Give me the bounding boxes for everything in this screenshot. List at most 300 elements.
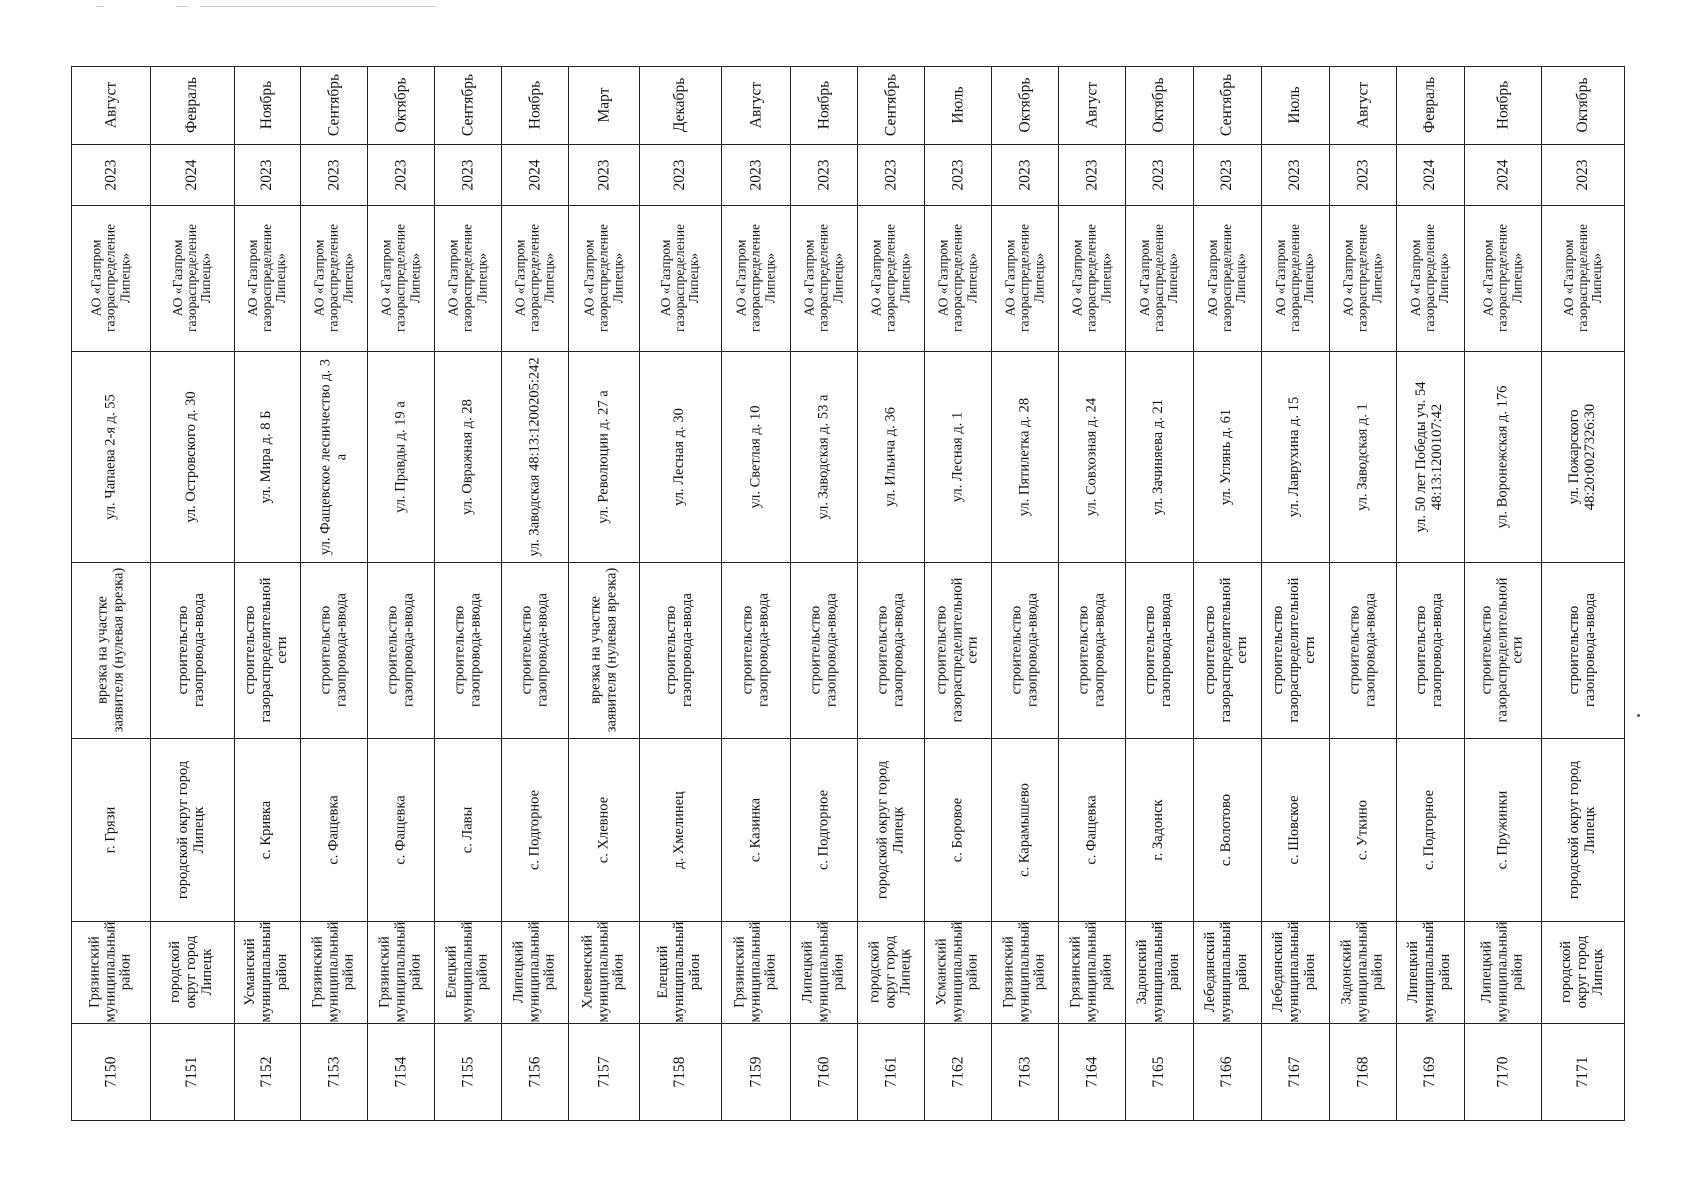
cell-text-num: 7169 [1421,1056,1439,1088]
table-cell-locality [790,738,857,921]
table-cell-num [1125,1023,1193,1121]
table-cell-work [857,562,924,738]
cell-text-district: Грязинский муниципальный район [85,921,134,1023]
cell-text-district: Лебедянский муниципальный район [1202,921,1250,1023]
cell-text-org: АО «Газпром газораспределение Липецк» [935,223,979,333]
table-cell-month [367,66,434,144]
cell-text-address: ул. Правды д. 19 а [391,400,408,513]
table-cell-work [300,562,367,738]
cell-text-org: АО «Газпром газораспределение Липецк» [1069,223,1113,333]
table-cell-year [721,144,790,205]
table-cell-org [501,205,568,351]
table-cell-address [150,351,234,562]
table-cell-num [1464,1023,1541,1121]
cell-text-year: 2024 [525,159,543,190]
cell-text-num: 7171 [1574,1056,1592,1088]
table-cell-org [790,205,857,351]
cell-text-num: 7158 [671,1056,689,1088]
cell-text-month: Декабрь [671,77,689,133]
cell-text-work: строительство газораспределительной сети [242,577,290,723]
cell-text-year: 2023 [1574,159,1592,190]
cell-text-work: строительство газопровода-ввода [450,593,483,707]
table-cell-work [1541,562,1625,738]
cell-text-address: ул. Лесная д. 30 [671,407,688,506]
table-cell-locality [639,738,721,921]
table-cell-num [1396,1023,1464,1121]
cell-text-district: Липецкий муниципальный район [1405,921,1453,1023]
scan-speck [1637,714,1640,717]
table-cell-work [1193,562,1261,738]
table-cell-district [434,921,501,1023]
table-cell-district [721,921,790,1023]
table-cell-work [991,562,1058,738]
cell-text-num: 7166 [1218,1056,1236,1088]
cell-text-org: АО «Газпром газораспределение Липецк» [1480,223,1524,333]
table-cell-month [1464,66,1541,144]
cell-text-num: 7168 [1353,1056,1371,1088]
cell-text-work: строительство газопровода-ввода [383,593,416,707]
cell-text-locality: с. Фащевка [1082,794,1099,865]
table-cell-address [721,351,790,562]
table-cell-month [1329,66,1396,144]
table-cell-org [721,205,790,351]
cell-text-month: Август [746,81,764,129]
table-cell-locality [434,738,501,921]
cell-text-num: 7153 [324,1056,342,1088]
table-cell-district [639,921,721,1023]
cell-text-district: Усманский муниципальный район [242,921,290,1023]
table-cell-num [721,1023,790,1121]
table-cell-address [1329,351,1396,562]
table-cell-work [568,562,639,738]
cell-text-num: 7167 [1286,1056,1304,1088]
cell-text-address: ул. Островского д. 30 [183,390,200,523]
table-cell-address [1541,351,1625,562]
table-cell-num [924,1023,991,1121]
cell-text-org: АО «Газпром газораспределение Липецк» [1272,223,1317,333]
cell-text-work: строительство газопровода-ввода [873,593,906,707]
cell-text-address: ул. Пятилетка д. 28 [1015,397,1032,516]
scan-artifact-line [176,6,188,7]
table-cell-work [1396,562,1464,738]
table-cell-year [1261,144,1329,205]
cell-text-org: АО «Газпром газораспределение Липецк» [733,223,777,333]
cell-text-year: 2023 [324,159,342,190]
table-cell-work [1329,562,1396,738]
table-cell-num [1541,1023,1625,1121]
cell-text-work: врезка на участке заявителя (нулевая врезка) [586,567,619,733]
table-cell-org [1125,205,1193,351]
table-cell-org [367,205,434,351]
cell-text-month: Ноябрь [258,80,276,130]
table-cell-year [501,144,568,205]
table-cell-district [1541,921,1625,1023]
cell-text-work: строительство газопровода-ввода [663,593,695,707]
table-cell-month [1541,66,1625,144]
cell-text-month: Июль [1286,86,1304,124]
table-cell-num [1261,1023,1329,1121]
cell-text-month: Февраль [1421,77,1439,134]
cell-text-org: АО «Газпром газораспределение Липецк» [512,223,556,333]
table-cell-num [367,1023,434,1121]
table-cell-district [71,921,150,1023]
table-cell-work [501,562,568,738]
cell-text-address: ул. Фащевское лесничество д. 3 а [316,358,349,555]
cell-text-num: 7170 [1493,1056,1511,1088]
table-cell-org [234,205,300,351]
cell-text-district: Усманский муниципальный район [932,921,981,1023]
cell-text-locality: с. Кривка [258,800,275,859]
table-cell-year [1125,144,1193,205]
table-cell-year [300,144,367,205]
table-cell-address [991,351,1058,562]
cell-text-num: 7165 [1150,1056,1168,1088]
cell-text-address: ул. Воронежская д. 176 [1493,385,1510,528]
cell-text-district: Лебедянский муниципальный район [1270,921,1318,1023]
cell-text-address: ул. Углянь д. 61 [1218,408,1235,505]
cell-text-year: 2023 [594,159,612,190]
cell-text-year: 2023 [1286,159,1304,190]
cell-text-month: Август [101,81,119,129]
table-cell-address [234,351,300,562]
table-cell-address [790,351,857,562]
cell-text-num: 7150 [101,1056,119,1088]
table-cell-org [434,205,501,351]
table-cell-month [71,66,150,144]
cell-text-address: ул. Лаврухина д. 15 [1286,396,1303,517]
table-cell-locality [1464,738,1541,921]
cell-text-month: Июль [948,86,966,124]
table-cell-work [1261,562,1329,738]
table-cell-district [1193,921,1261,1023]
cell-text-work: строительство газопровода-ввода [517,593,550,707]
cell-text-district: Грязинский муниципальный район [308,921,357,1023]
cell-text-locality: с. Подгорное [1421,789,1438,870]
gas-connection-table [71,66,1625,1121]
table-cell-district [1058,921,1125,1023]
cell-text-locality: с. Шовское [1286,795,1303,864]
cell-text-month: Октябрь [1150,77,1168,133]
cell-text-year: 2023 [458,159,476,190]
table-cell-num [1193,1023,1261,1121]
cell-text-work: строительство газопровода-ввода [1345,593,1378,707]
table-cell-org [1464,205,1541,351]
cell-text-month: Август [1082,81,1100,129]
cell-text-org: АО «Газпром газораспределение Липецк» [801,223,845,333]
table-cell-work [1125,562,1193,738]
cell-text-org: АО «Газпром газораспределение Липецк» [657,223,702,333]
cell-text-work: строительство газораспределительной сети [1477,577,1526,723]
table-cell-locality [857,738,924,921]
scan-artifact-line [200,6,436,7]
table-cell-num [991,1023,1058,1121]
table-cell-org [1058,205,1125,351]
cell-text-address: ул. Заводская д. 1 [1353,402,1370,511]
cell-text-district: Липецкий муниципальный район [509,921,558,1023]
table-cell-year [568,144,639,205]
cell-text-num: 7154 [391,1056,409,1088]
cell-text-org: АО «Газпром газораспределение Липецк» [1136,223,1181,333]
cell-text-work: строительство газораспределительной сети [1202,577,1250,723]
cell-text-district: Задонский муниципальный район [1337,921,1386,1023]
cell-text-work: строительство газораспределительной сети [1270,577,1318,723]
table-cell-address [1261,351,1329,562]
table-cell-locality [501,738,568,921]
table-cell-address [501,351,568,562]
table-cell-address [924,351,991,562]
table-cell-org [924,205,991,351]
cell-text-address: ул. Светлая д. 10 [746,404,763,509]
cell-text-month: Октябрь [391,77,409,133]
cell-text-year: 2024 [1493,159,1511,190]
table-cell-num [1329,1023,1396,1121]
table-cell-month [924,66,991,144]
cell-text-work: строительство газораспределительной сети [932,577,981,723]
cell-text-work: строительство газопровода-ввода [316,593,349,707]
table-cell-district [1329,921,1396,1023]
table-cell-month [1261,66,1329,144]
table-cell-year [1541,144,1625,205]
table-cell-num [300,1023,367,1121]
cell-text-locality: с. Фащевка [391,794,408,865]
table-cell-address [1058,351,1125,562]
cell-text-month: Ноябрь [525,80,543,130]
table-cell-address [434,351,501,562]
table-cell-year [71,144,150,205]
cell-text-org: АО «Газпром газораспределение Липецк» [169,223,214,333]
cell-text-address: ул. Чапаева 2-я д. 55 [101,393,118,520]
cell-text-locality: городской округ город Липецк [873,760,906,899]
cell-text-year: 2023 [258,159,276,190]
table-cell-month [857,66,924,144]
cell-text-month: Октябрь [1015,77,1033,133]
table-cell-address [1464,351,1541,562]
cell-text-locality: с. Волотово [1218,793,1235,866]
table-cell-num [234,1023,300,1121]
table-cell-district [367,921,434,1023]
table-cell-month [568,66,639,144]
table-cell-month [1058,66,1125,144]
cell-text-locality: с. Пружинки [1493,790,1510,869]
cell-text-year: 2024 [183,159,201,190]
cell-text-district: Грязинский муниципальный район [375,921,424,1023]
cell-text-district: Грязинский муниципальный район [1066,921,1115,1023]
table-cell-district [1261,921,1329,1023]
table-cell-work [367,562,434,738]
cell-text-district: Липецкий муниципальный район [798,921,847,1023]
table-cell-month [434,66,501,144]
table-cell-district [568,921,639,1023]
table-cell-num [568,1023,639,1121]
table-cell-year [924,144,991,205]
cell-text-locality: с. Подгорное [525,789,542,870]
cell-text-address: ул. Ильича д. 36 [881,406,898,507]
table-cell-locality [1541,738,1625,921]
cell-text-year: 2023 [1353,159,1371,190]
table-cell-address [367,351,434,562]
table-cell-month [991,66,1058,144]
table-cell-address [1125,351,1193,562]
table-cell-month [1193,66,1261,144]
cell-text-month: Август [1353,81,1371,129]
table-cell-district [300,921,367,1023]
cell-text-locality: г. Грязи [101,806,118,853]
table-cell-work [721,562,790,738]
cell-text-year: 2024 [1421,159,1439,190]
table-cell-address [857,351,924,562]
table-cell-locality [367,738,434,921]
cell-text-locality: г. Задонск [1150,798,1167,861]
cell-text-district: городской округ город Липецк [1558,935,1606,1009]
cell-text-address: ул. Зачиняева д. 21 [1150,398,1167,515]
cell-text-year: 2023 [671,159,689,190]
cell-text-num: 7157 [594,1056,612,1088]
table-cell-org [1193,205,1261,351]
cell-text-district: Елецкий муниципальный район [655,921,703,1023]
table-cell-locality [300,738,367,921]
table-cell-month [639,66,721,144]
cell-text-district: Грязинский муниципальный район [730,921,779,1023]
table-cell-month [501,66,568,144]
cell-text-address: ул. 50 лет Победы уч. 54 48:13:1200107:42 [1413,380,1445,533]
cell-text-org: АО «Газпром газораспределение Липецк» [88,223,132,333]
cell-text-org: АО «Газпром газораспределение Липецк» [1407,223,1452,333]
table-cell-locality [1261,738,1329,921]
table-cell-org [568,205,639,351]
cell-text-year: 2023 [948,159,966,190]
cell-text-year: 2023 [1015,159,1033,190]
cell-text-month: Ноябрь [1493,80,1511,130]
cell-text-address: ул. Мира д. 8 Б [258,410,275,503]
cell-text-address: ул. Пожарского 48:20:0027326:30 [1566,403,1598,510]
cell-text-locality: с. Казинка [746,797,763,862]
cell-text-num: 7151 [183,1056,201,1088]
cell-text-locality: с. Хлевное [594,796,611,863]
cell-text-address: ул. Революции д. 27 а [594,389,611,524]
cell-text-num: 7161 [881,1056,899,1088]
table-cell-year [234,144,300,205]
table-cell-locality [71,738,150,921]
cell-text-district: Хлевенский муниципальный район [578,921,627,1023]
cell-text-work: строительство газопровода-ввода [738,593,771,707]
cell-text-district: Елецкий муниципальный район [442,921,491,1023]
cell-text-locality: с. Боровое [948,797,965,862]
table-cell-district [501,921,568,1023]
cell-text-num: 7160 [814,1056,832,1088]
cell-text-district: Задонский муниципальный район [1134,921,1182,1023]
table-cell-district [1464,921,1541,1023]
table-cell-work [790,562,857,738]
table-cell-org [991,205,1058,351]
cell-text-year: 2023 [101,159,119,190]
cell-text-locality: с. Фащевка [324,794,341,865]
cell-text-district: городской округ город Липецк [167,935,215,1009]
table-cell-org [1541,205,1625,351]
cell-text-org: АО «Газпром газораспределение Липецк» [244,223,289,333]
cell-text-month: Февраль [183,77,201,134]
cell-text-work: строительство газопровода-ввода [1566,593,1598,707]
table-cell-district [150,921,234,1023]
table-cell-locality [924,738,991,921]
table-cell-locality [1125,738,1193,921]
cell-text-work: строительство газопровода-ввода [1413,593,1445,707]
cell-text-num: 7162 [948,1056,966,1088]
cell-text-month: Сентябрь [324,73,342,137]
table-cell-org [1261,205,1329,351]
table-cell-org [857,205,924,351]
cell-text-org: АО «Газпром газораспределение Липецк» [581,223,625,333]
table-cell-year [639,144,721,205]
cell-text-address: ул. Овражная д. 28 [458,398,475,515]
table-cell-year [790,144,857,205]
cell-text-org: АО «Газпром газораспределение Липецк» [1204,223,1249,333]
cell-text-num: 7155 [458,1056,476,1088]
cell-text-work: строительство газопровода-ввода [175,593,207,707]
table-cell-address [300,351,367,562]
cell-text-org: АО «Газпром газораспределение Липецк» [868,223,912,333]
table-cell-address [568,351,639,562]
table-cell-address [71,351,150,562]
table-cell-district [857,921,924,1023]
table-cell-year [991,144,1058,205]
table-cell-org [1329,205,1396,351]
table-cell-year [1464,144,1541,205]
cell-text-address: ул. Заводская д. 53 а [814,394,831,519]
cell-text-org: АО «Газпром газораспределение Липецк» [1340,223,1384,333]
table-cell-num [857,1023,924,1121]
table-cell-num [434,1023,501,1121]
table-cell-district [790,921,857,1023]
table-cell-address [1193,351,1261,562]
table-cell-district [234,921,300,1023]
table-cell-org [300,205,367,351]
cell-text-district: городской округ город Липецк [865,935,914,1009]
cell-text-year: 2023 [746,159,764,190]
cell-text-num: 7159 [746,1056,764,1088]
cell-text-org: АО «Газпром газораспределение Липецк» [1560,223,1605,333]
cell-text-district: Грязинский муниципальный район [999,921,1048,1023]
cell-text-work: врезка на участке заявителя (нулевая врезка) [93,567,126,733]
cell-text-locality: с. Лавы [458,806,475,853]
cell-text-work: строительство газопровода-ввода [1007,593,1040,707]
table-cell-num [150,1023,234,1121]
table-cell-month [790,66,857,144]
table-cell-year [1329,144,1396,205]
table-cell-num [71,1023,150,1121]
cell-text-month: Сентябрь [881,73,899,137]
table-cell-month [300,66,367,144]
cell-text-year: 2023 [881,159,899,190]
table-cell-locality [1329,738,1396,921]
cell-text-org: АО «Газпром газораспределение Липецк» [311,223,355,333]
cell-text-year: 2023 [1082,159,1100,190]
cell-text-district: Липецкий муниципальный район [1477,921,1526,1023]
table-cell-district [1396,921,1464,1023]
table-cell-month [721,66,790,144]
table-cell-district [1125,921,1193,1023]
table-cell-district [991,921,1058,1023]
table-cell-num [1058,1023,1125,1121]
cell-text-address: ул. Заводская 48:13:1200205:242 [525,356,542,557]
cell-text-work: строительство газопровода-ввода [1142,593,1174,707]
cell-text-address: ул. Совхозная д. 24 [1082,397,1099,516]
table-cell-month [1396,66,1464,144]
table-cell-locality [150,738,234,921]
cell-text-org: АО «Газпром газораспределение Липецк» [378,223,422,333]
table-cell-year [1058,144,1125,205]
cell-text-num: 7156 [525,1056,543,1088]
table-cell-locality [568,738,639,921]
